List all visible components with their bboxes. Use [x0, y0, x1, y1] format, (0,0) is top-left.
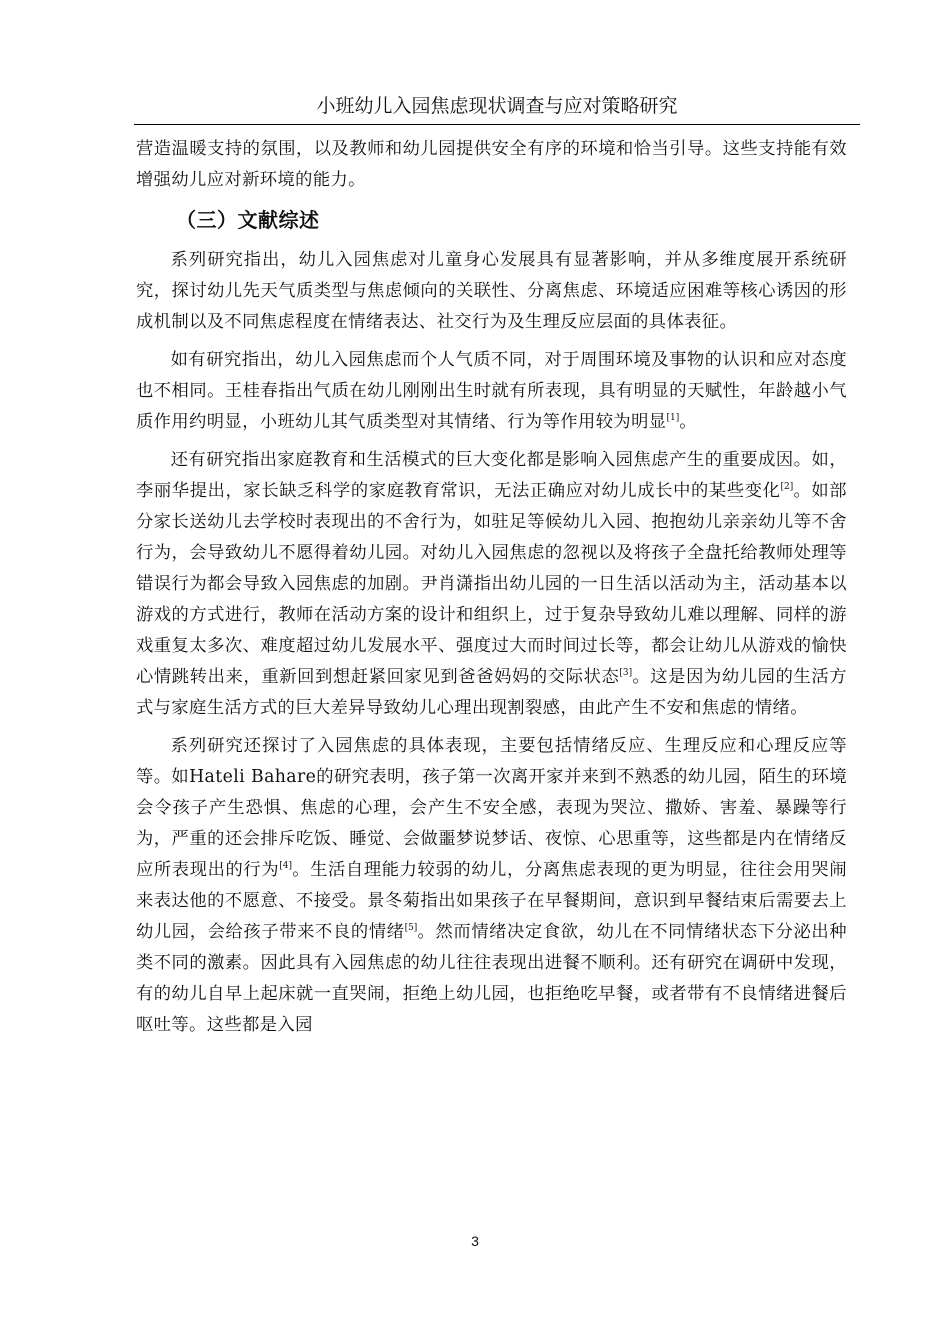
- citation-3: [3]: [619, 668, 633, 679]
- paragraph-text: 如有研究指出，幼儿入园焦虑而个人气质不同，对于周围环境及事物的认识和应对态度也不相同。王桂春指出气质在幼儿刚刚出生时就有所表现，具有明显的天赋性，年龄越小气质作用约明显，小班幼儿其气质类型对其情绪、行为等作用较为明显: [136, 350, 847, 432]
- header-divider: [134, 124, 860, 125]
- paragraph-text: 。如部分家长送幼儿去学校时表现出的不舍行为，如驻足等候幼儿入园、抱抱幼儿亲亲幼儿等不舍行为，会导致幼儿不愿得着幼儿园。对幼儿入园焦虑的忽视以及将孩子全盘托给教师处理等错误行为都会导致入园焦虑的加剧。尹肖潇指出幼儿园的一日生活以活动为主，活动基本以游戏的方式进行，教师在活动方案的设计和组织上，过于复杂导致幼儿难以理解、同样的游戏重复太多次、难度超过幼儿发展水平、强度过大而时间过长等，都会让幼儿从游戏的愉快心情跳转出来，重新回到想赶紧回家见到爸爸妈妈的交际状态: [136, 481, 847, 687]
- citation-5: [5]: [404, 923, 418, 934]
- page-body: [136, 134, 847, 1048]
- paragraph-text: 系列研究还探讨了入园焦虑的具体表现，主要包括情绪反应、生理反应和心理反应等等。如Hateli Bahare的研究表明，孩子第一次离开家并来到不熟悉的幼儿园，陌生的环境会令孩子产生恐惧、焦虑的心理，会产生不安全感，表现为哭泣、撒娇、害羞、暴躁等行为，严重的还会排斥吃饭、睡觉、会做噩梦说梦话、夜惊、心思重等，这些都是内在情绪反应所表现出的行为: [136, 736, 847, 880]
- running-header: 小班幼儿入园焦虑现状调查与应对策略研究: [316, 95, 678, 117]
- citation-1: [1]: [666, 413, 680, 424]
- page-number: 3: [471, 1233, 479, 1249]
- section-heading-literature-review: （三）文献综述: [176, 208, 320, 232]
- paragraph-text: 还有研究指出家庭教育和生活模式的巨大变化都是影响入园焦虑产生的重要成因。如，李丽华提出，家长缺乏科学的家庭教育常识，无法正确应对幼儿成长中的某些变化: [136, 450, 847, 501]
- paragraph-continued: 营造温暖支持的氛围，以及教师和幼儿园提供安全有序的环境和恰当引导。这些支持能有效增强幼儿应对新环境的能力。: [136, 139, 847, 190]
- paragraph-family-factors: [136, 445, 847, 724]
- paragraph-text: 。生活自理能力较弱的幼儿，分离焦虑表现的更为明显，往往会用哭闹来表达他的不愿意、不接受。景冬菊指出如果孩子在早餐期间，意识到早餐结束后需要去上幼儿园，会给孩子带来不良的情绪: [136, 860, 847, 942]
- paragraph-overview: 系列研究指出，幼儿入园焦虑对儿童身心发展具有显著影响，并从多维度展开系统研究，探讨幼儿先天气质类型与焦虑倾向的关联性、分离焦虑、环境适应困难等核心诱因的形成机制以及不同焦虑程度在情绪表达、社交行为及生理反应层面的具体表征。: [136, 250, 847, 332]
- citation-2: [2]: [780, 482, 794, 493]
- paragraph-text: 。这是因为幼儿园的生活方式与家庭生活方式的巨大差异导致幼儿心理出现割裂感，由此产生不安和焦虑的情绪。: [136, 667, 847, 718]
- paragraph-temperament: [136, 345, 847, 438]
- paragraph-end: 。: [679, 412, 697, 432]
- paragraph-manifestations: [136, 731, 847, 1041]
- paragraph-text: 。然而情绪决定食欲，幼儿在不同情绪状态下分泌出种类不同的激素。因此具有入园焦虑的幼儿往往表现出进餐不顺利。还有研究在调研中发现，有的幼儿自早上起床就一直哭闹，拒绝上幼儿园，也拒绝吃早餐，或者带有不良情绪进餐后呕吐等。这些都是入园: [136, 922, 847, 1035]
- citation-4: [4]: [279, 861, 292, 872]
